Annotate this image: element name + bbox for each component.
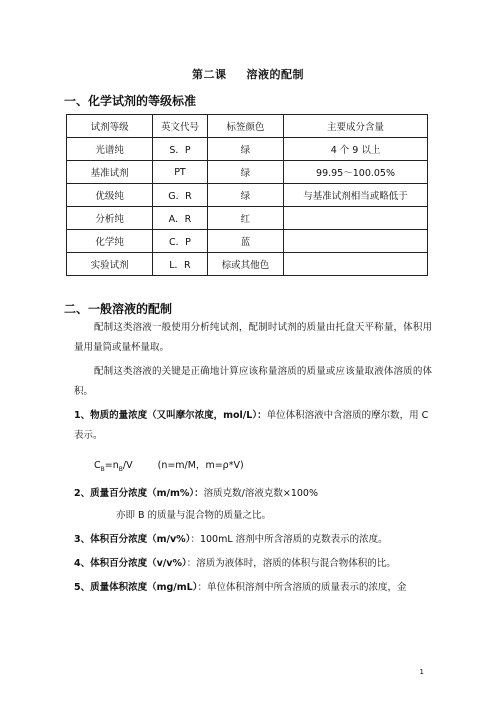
table-header-cell: 试剂等级 (67, 115, 153, 138)
paragraph-1: 配制这类溶液一般使用分析纯试剂，配制时试剂的质量由托盘天平称量，体积用量用量筒或量杯量取。 (74, 322, 432, 353)
concentration-item-1 (74, 406, 432, 446)
item-definition: ：100mL 溶剂中所含溶质的克数表示的浓度。 (190, 534, 388, 545)
table-cell (284, 230, 428, 253)
item-term: 5、质量体积浓度（mg/mL） (74, 582, 198, 593)
table-cell: L．R (153, 253, 208, 276)
table-row (67, 207, 428, 230)
table-header-cell: 标签颜色 (207, 115, 283, 138)
item-term: 4、体积百分浓度（v/v%） (74, 558, 187, 569)
table-cell: G．R (153, 184, 208, 207)
table-header-cell: 主要成分含量 (284, 115, 428, 138)
paragraph-2: 配制这类溶液的关键是正确地计算应该称量溶质的质量或应该量取液体溶质的体积。 (74, 366, 432, 397)
table-cell: 蓝 (207, 230, 283, 253)
table-cell: 与基准试剂相当或略低于 (284, 184, 428, 207)
table-cell (284, 253, 428, 276)
title-lesson: 第二课 (192, 68, 227, 81)
reagent-grade-table (66, 114, 428, 276)
table-header-cell: 英文代号 (153, 115, 208, 138)
table-cell: 光谱纯 (67, 138, 153, 161)
item-term: 3、体积百分浓度（m/v%） (74, 534, 191, 545)
item-definition: 溶质克数/溶液克数×100% (203, 488, 318, 499)
table-cell: 红 (207, 207, 283, 230)
table-cell: 绿 (207, 184, 283, 207)
table-cell: PT (153, 161, 208, 184)
item-term: 2、质量百分浓度（m/m%）： (74, 488, 204, 499)
title-topic: 溶液的配制 (246, 68, 304, 81)
table-row (67, 161, 428, 184)
table-cell (284, 207, 428, 230)
concentration-item-2-note: 亦即 B 的质量与混合物的质量之比。 (116, 510, 272, 521)
table-cell: 绿 (207, 138, 283, 161)
item-definition: ：溶质为液体时，溶质的体积与混合物体积的比。 (186, 558, 396, 569)
table-cell: 基准试剂 (67, 161, 153, 184)
item-definition: ：单位体积溶剂中所含溶质的质量表示的浓度，金 (197, 582, 407, 593)
table-cell: S．P (153, 138, 208, 161)
table-header-row (67, 115, 428, 138)
item-definition: 单位体积溶液中含溶质的摩尔数，用 C 表示。 (74, 410, 429, 441)
page-title (0, 66, 496, 82)
section-heading-1: 一、化学试剂的等级标准 (64, 94, 197, 108)
concentration-item-3 (74, 530, 432, 550)
table-row (67, 253, 428, 276)
concentration-item-4 (74, 554, 432, 574)
table-cell: 4 个 9 以上 (284, 138, 428, 161)
table-row (67, 230, 428, 253)
table-cell: A．R (153, 207, 208, 230)
section-heading-2: 二、一般溶液的配制 (64, 302, 173, 316)
item-term: 1、物质的量浓度（又叫摩尔浓度，mol/L）： (74, 410, 267, 421)
table-cell: 棕或其他色 (207, 253, 283, 276)
concentration-item-2 (74, 484, 432, 504)
table-cell: C．P (153, 230, 208, 253)
formula-note: (n=m/M，m=ρ*V) (157, 460, 244, 471)
concentration-item-5 (74, 578, 432, 598)
table-row (67, 184, 428, 207)
molarity-formula: $C_B=n_B/V$ (n=m/M，m=ρ*V) (94, 460, 244, 473)
table-cell: 99.95～100.05% (284, 161, 428, 184)
table-cell: 绿 (207, 161, 283, 184)
page-number: 1 (419, 668, 424, 676)
table-cell: 实验试剂 (67, 253, 153, 276)
table-row (67, 138, 428, 161)
table-cell: 化学纯 (67, 230, 153, 253)
table-cell: 分析纯 (67, 207, 153, 230)
table-cell: 优级纯 (67, 184, 153, 207)
